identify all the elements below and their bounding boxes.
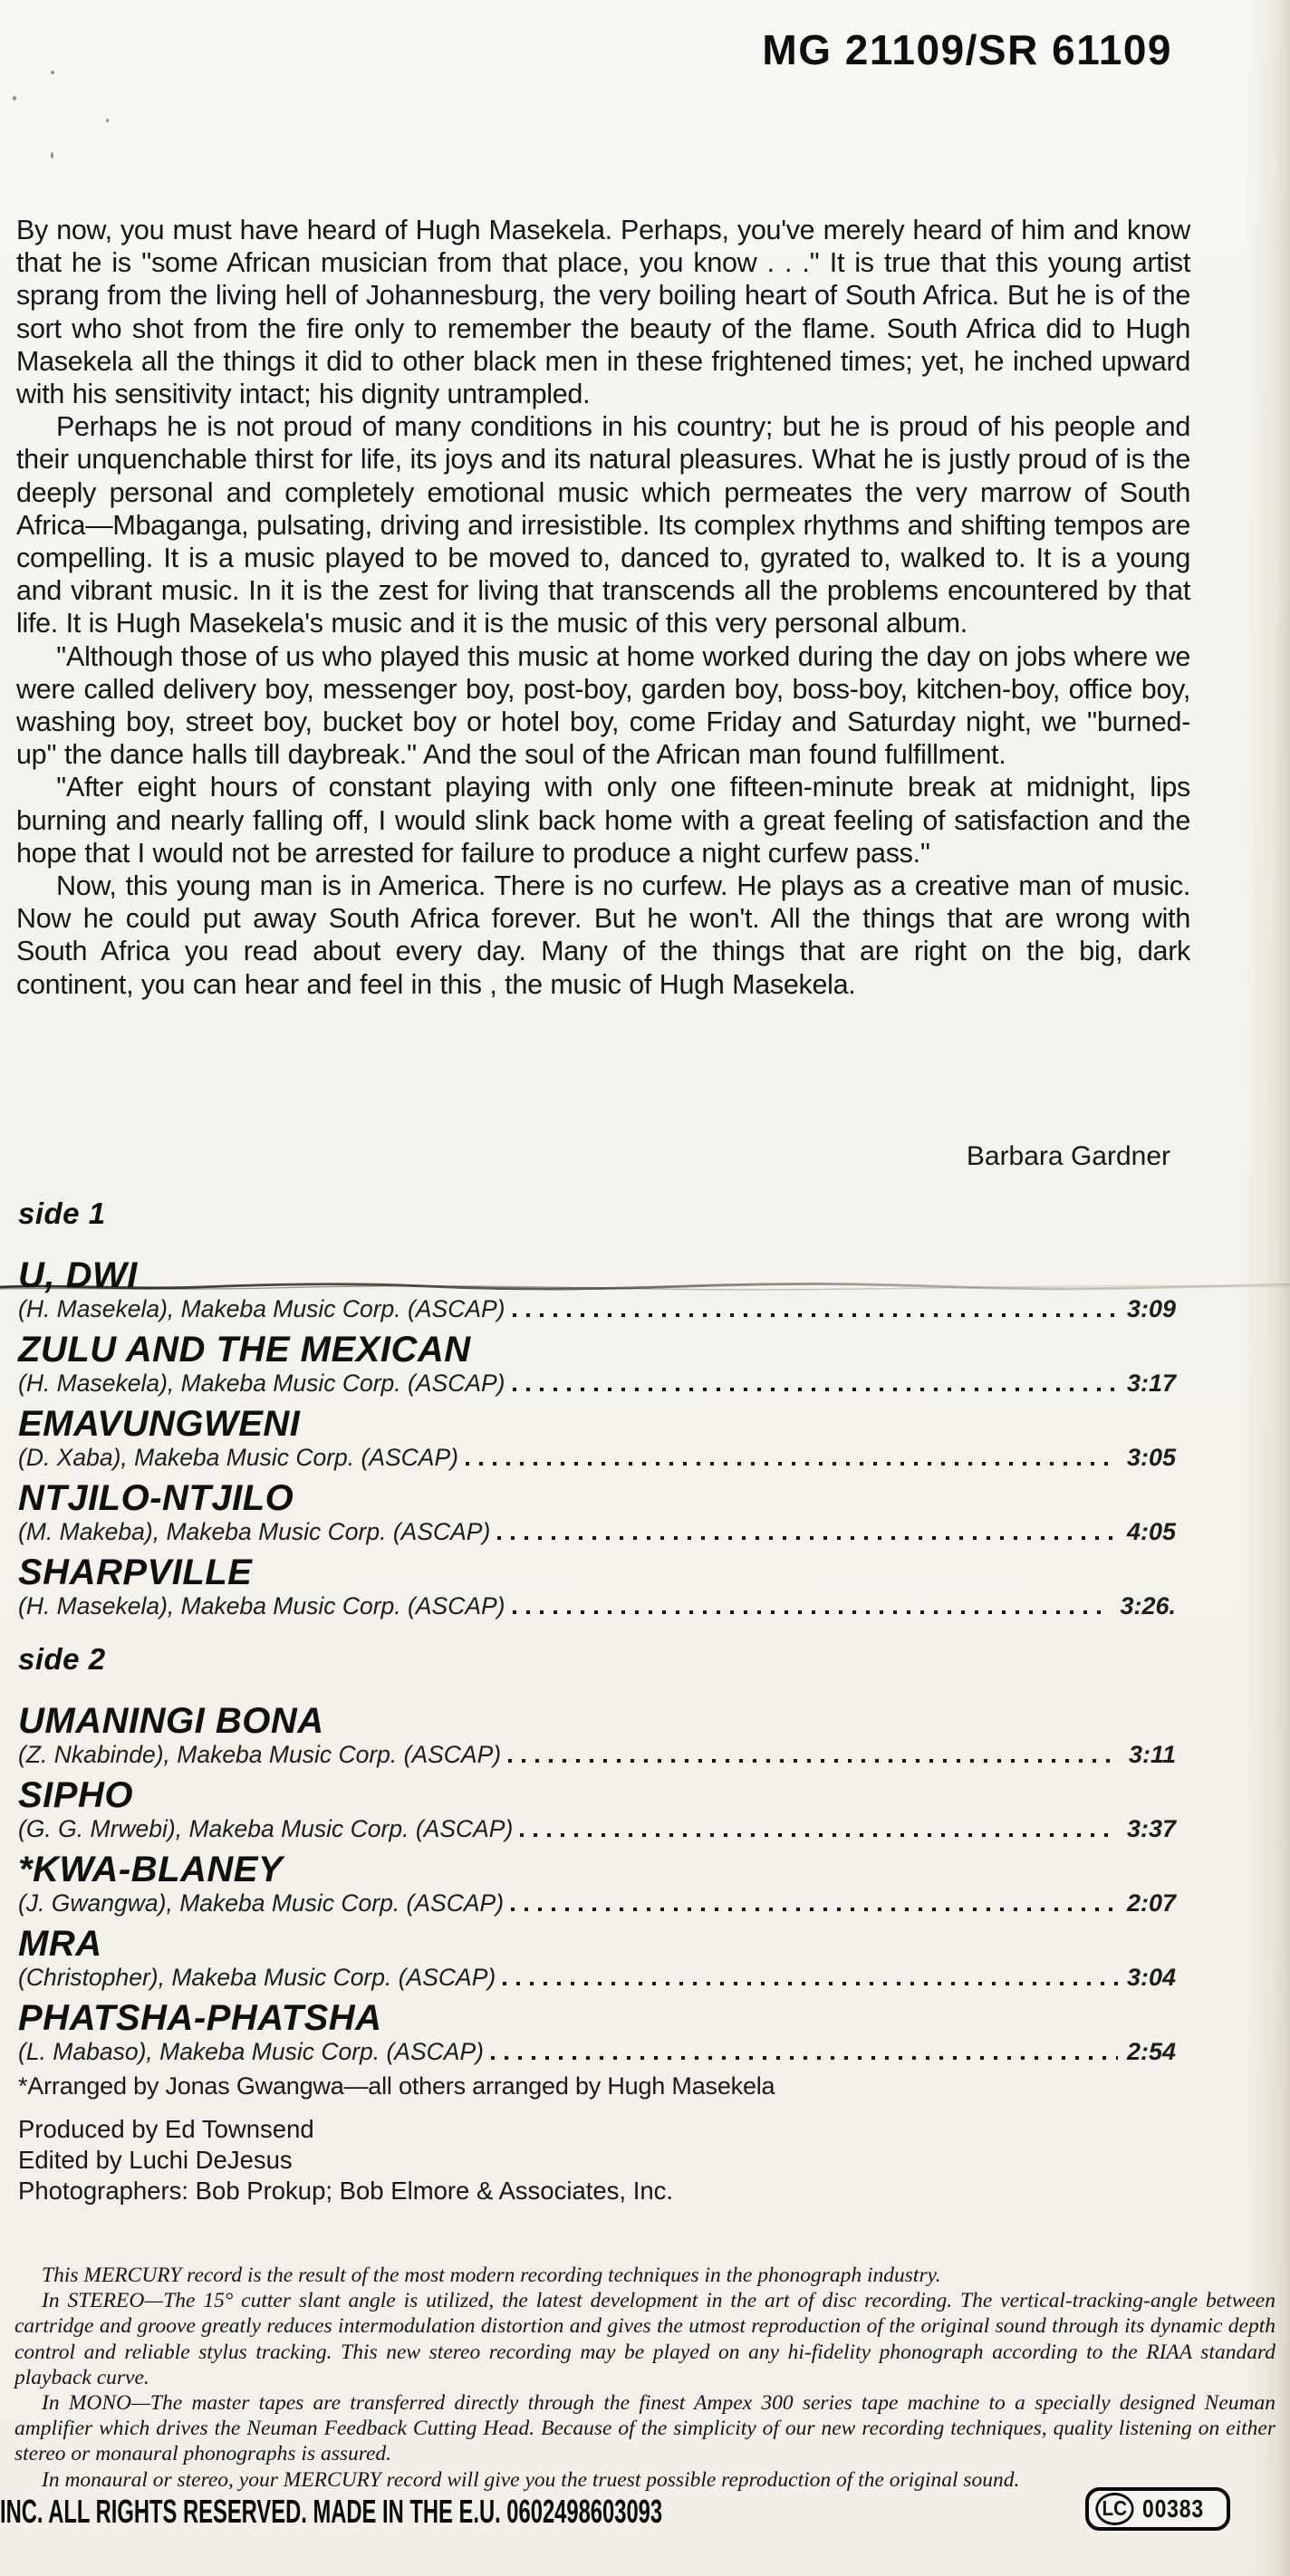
track-credit-text: (L. Mabaso), Makeba Music Corp. (ASCAP) xyxy=(18,2038,484,2065)
track-item xyxy=(18,1850,1176,1917)
fineprint-paragraph: This MERCURY record is the result of the most modern recording techniques in the phonograph industry. xyxy=(42,2264,941,2287)
track-item xyxy=(18,1478,1176,1545)
track-credit-text: (D. Xaba), Makeba Music Corp. (ASCAP) xyxy=(18,1444,458,1471)
track-credit-text: (G. G. Mrwebi), Makeba Music Corp. (ASCAP) xyxy=(18,1815,514,1842)
track-duration: 3:04 xyxy=(1126,1964,1176,1991)
track-credit-text: (Z. Nkabinde), Makeba Music Corp. (ASCAP) xyxy=(18,1741,502,1768)
track-duration: 4:05 xyxy=(1126,1518,1176,1545)
track-credit-text: (M. Makeba), Makeba Music Corp. (ASCAP) xyxy=(18,1518,491,1545)
track-item xyxy=(18,1775,1176,1842)
lc-badge xyxy=(1085,2487,1230,2531)
track-title: *KWA-BLANEY xyxy=(18,1850,284,1889)
track-credit xyxy=(18,1741,1176,1768)
audiophile-note xyxy=(14,2263,1276,2493)
dot-leader xyxy=(466,1462,1118,1466)
track-item xyxy=(18,1998,1176,2065)
dot-leader xyxy=(491,2056,1118,2060)
track-item xyxy=(18,1404,1176,1471)
liner-paragraph: By now, you must have heard of Hugh Masekela. Perhaps, you've merely heard of him and know that he is ''some African musician from that place, you know . . .'' It is true that this young artist sprang from the living hell of Johannesburg, the very boiling heart of South Africa. But he is of the sort who shot from the fire only to remember the beauty of the flame. South Africa did to Hugh Masekela all the things it did to other black men in these frightened times; yet, he inched upward with his sensitivity intact; his dignity untrampled. xyxy=(16,215,1190,410)
track-duration: 3:05 xyxy=(1126,1444,1176,1471)
track-credit xyxy=(18,1444,1176,1471)
lc-number: 00383 xyxy=(1141,2494,1204,2523)
side-heading: side 1 xyxy=(18,1197,106,1230)
liner-paragraph: ''After eight hours of constant playing with only one fifteen-minute break at midnight, lips burning and nearly falling off, I would slink back home with a great feeling of satisfaction and the hope that I would not be arrested for failure to produce a night curfew pass.'' xyxy=(16,772,1190,869)
catalog-number: MG 21109/SR 61109 xyxy=(762,26,1172,73)
fineprint-paragraph: In STEREO—The 15° cutter slant angle is utilized, the latest development in the art of disc recording. The vertical-tracking-angle between cartridge and groove greatly reduces intermodulation distortion and gives the utmost reproduction of the original sound through its dynamic depth control and reliable stylus tracking. This new stereo recording may be played on any hi-fidelity phonograph according to the RIAA standard playback curve. xyxy=(14,2289,1276,2389)
track-credit xyxy=(18,1592,1176,1620)
rights-line: INC. ALL RIGHTS RESERVED. MADE IN THE E.U. 0602498603093 xyxy=(0,2493,663,2530)
track-credit xyxy=(18,2038,1176,2065)
track-duration: 3:26. xyxy=(1120,1592,1176,1620)
dot-leader xyxy=(520,1833,1118,1837)
track-item xyxy=(18,1701,1176,1768)
dot-leader xyxy=(511,1908,1118,1911)
track-duration: 3:37 xyxy=(1126,1815,1176,1842)
track-title: MRA xyxy=(18,1924,102,1964)
track-item xyxy=(18,1330,1176,1397)
track-credit xyxy=(18,1295,1176,1322)
dot-leader xyxy=(513,1388,1118,1391)
fineprint-paragraph: In MONO—The master tapes are transferred directly through the finest Ampex 300 series tape machine to a specially designed Neuman amplifier which drives the Neuman Feedback Cutting Head. Because of the simplicity of our new recording techniques, quality listening on either stereo or monaural phonographs is assured. xyxy=(14,2391,1276,2466)
liner-paragraph: Now, this young man is in America. There is no curfew. He plays as a creative man of music. Now he could put away South Africa forever. But he won't. All the things that are wrong with South Africa you read about every day. Many of the things that are right on the big, dark continent, you can hear and feel in this , the music of Hugh Masekela. xyxy=(16,870,1190,1000)
track-credit-text: (H. Masekela), Makeba Music Corp. (ASCAP) xyxy=(18,1370,505,1397)
liner-paragraph: Perhaps he is not proud of many conditions in his country; but he is proud of his people and their unquenchable thirst for life, its joys and its natural pleasures. What he is justly proud of is the deeply personal and completely emotional music which permeates the very marrow of South Africa—Mbaganga, pulsating, driving and irresistible. Its complex rhythms and shifting tempos are compelling. It is a music played to be moved to, danced to, gyrated to, walked to. It is a young and vibrant music. In it is the zest for living that transcends all the problems encountered by that life. It is Hugh Masekela's music and it is the music of this very personal album. xyxy=(16,411,1190,639)
dot-leader xyxy=(508,1759,1120,1763)
tracklist-side-1 xyxy=(18,1196,1176,1627)
track-credit xyxy=(18,1518,1176,1545)
track-title: PHATSHA-PHATSHA xyxy=(18,1998,382,2038)
track-credit xyxy=(18,1889,1176,1917)
track-title: SIPHO xyxy=(18,1775,133,1815)
track-credit xyxy=(18,1815,1176,1842)
fineprint-paragraph: In monaural or stereo, your MERCURY record will give you the truest possible reproduction of the original sound. xyxy=(42,2467,1020,2492)
track-title: ZULU AND THE MEXICAN xyxy=(18,1330,471,1370)
track-credit-text: (J. Gwangwa), Makeba Music Corp. (ASCAP) xyxy=(18,1889,505,1917)
track-credit-text: (Christopher), Makeba Music Corp. (ASCAP) xyxy=(18,1964,496,1991)
paper-speck xyxy=(51,152,53,159)
tracklist-side-2 xyxy=(18,1641,1176,2072)
dot-leader xyxy=(497,1536,1118,1540)
paper-speck xyxy=(106,119,109,122)
track-duration: 3:17 xyxy=(1126,1370,1176,1397)
paper-speck xyxy=(51,71,54,74)
track-title: U, DWI xyxy=(18,1255,138,1295)
track-duration: 2:07 xyxy=(1126,1889,1176,1917)
paper-speck xyxy=(13,96,16,101)
track-credit-text: (H. Masekela), Makeba Music Corp. (ASCAP) xyxy=(18,1295,505,1322)
track-title: SHARPVILLE xyxy=(18,1552,253,1592)
track-title: NTJILO-NTJILO xyxy=(18,1478,294,1518)
track-credit xyxy=(18,1370,1176,1397)
credit-line: Edited by Luchi DeJesus xyxy=(18,2146,293,2174)
track-item xyxy=(18,1924,1176,1991)
track-credit xyxy=(18,1964,1176,1991)
byline: Barbara Gardner xyxy=(966,1141,1170,1171)
dot-leader xyxy=(513,1313,1118,1317)
track-duration: 2:54 xyxy=(1126,2038,1176,2065)
lc-label: LC xyxy=(1095,2493,1133,2525)
track-item xyxy=(18,1255,1176,1322)
dot-leader xyxy=(503,1982,1118,1985)
liner-paragraph: ''Although those of us who played this music at home worked during the day on jobs where we were called delivery boy, messenger boy, post-boy, garden boy, boss-boy, kitchen-boy, office boy, washing boy, street boy, bucket boy or hotel boy, come Friday and Saturday night, we ''burned-up'' the dance halls till daybreak.'' And the soul of the African man found fulfillment. xyxy=(16,640,1190,771)
track-duration: 3:09 xyxy=(1126,1295,1176,1322)
liner-notes xyxy=(16,214,1190,1001)
dot-leader xyxy=(513,1610,1112,1614)
track-title: EMAVUNGWENI xyxy=(18,1404,301,1444)
arrangement-footnote: *Arranged by Jonas Gwangwa—all others arranged by Hugh Masekela xyxy=(18,2072,775,2100)
track-credit-text: (H. Masekela), Makeba Music Corp. (ASCAP) xyxy=(18,1592,505,1620)
track-item xyxy=(18,1552,1176,1620)
side-heading: side 2 xyxy=(18,1642,106,1676)
track-duration: 3:11 xyxy=(1128,1741,1176,1768)
track-title: UMANINGI BONA xyxy=(18,1701,324,1741)
production-credits xyxy=(18,2114,673,2206)
credit-line: Produced by Ed Townsend xyxy=(18,2115,314,2143)
credit-line: Photographers: Bob Prokup; Bob Elmore & Associates, Inc. xyxy=(18,2177,674,2205)
